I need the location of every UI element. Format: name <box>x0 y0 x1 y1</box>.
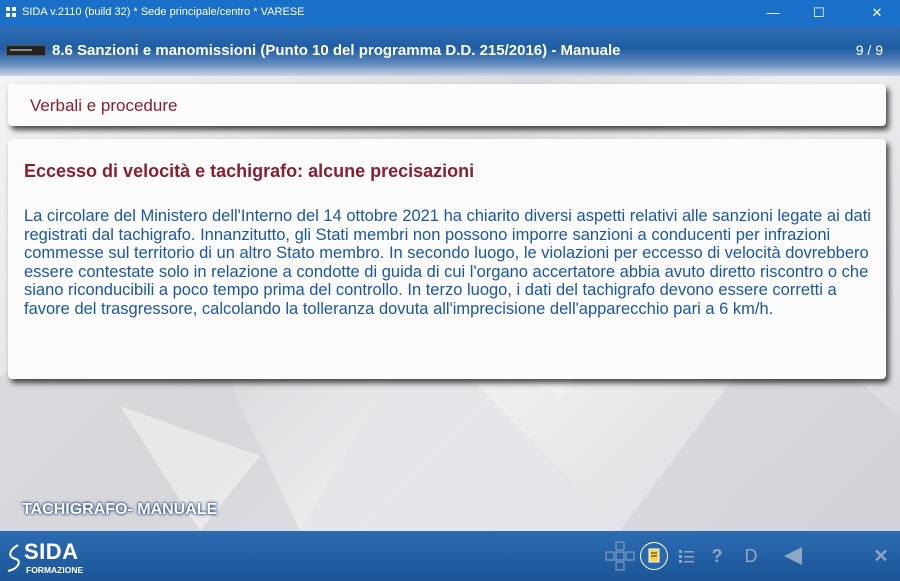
device-icon <box>6 45 46 56</box>
notes-icon <box>641 543 667 569</box>
lesson-header <box>0 26 900 76</box>
sida-logo <box>4 537 94 577</box>
content-card <box>8 139 886 379</box>
minimize-button[interactable]: — <box>766 5 780 20</box>
window-titlebar <box>0 0 900 26</box>
brand-name: SIDA <box>24 539 79 564</box>
maximize-button[interactable]: ☐ <box>813 5 825 20</box>
logo-swirl-icon <box>4 543 24 573</box>
app-icon <box>6 7 16 17</box>
window-close-button[interactable]: ✕ <box>871 5 883 20</box>
content-heading: Eccesso di velocità e tachigrafo: alcune precisazioni <box>24 161 475 181</box>
content-body: La circolare del Ministero dell'Interno del 14 ottobre 2021 ha chiarito diversi aspetti relativi alle sanzioni legate ai dati registrati dal tachigrafo. Innanzitutto, gli Stati membri non possono imporre sanzioni a conducenti per infrazioni commesse sul territorio di un altro Stato membro. In secondo luogo, le violazioni per eccesso di velocità dovrebbero essere contestate solo in relazione a condotte di guida di cui l'organo accertatore abbia avuto diretto riscontro o che siano riconducibili a poco tempo prima del controllo. In terzo luogo, i dati del tachigrafo devono essere corretti a favore del trasgressore, calcolando la tolleranza dovuta all'imprecisione dell'apparecchio pari a 6 km/h. <box>24 207 871 318</box>
list-icon <box>674 543 700 569</box>
close-icon[interactable]: ✕ <box>873 546 889 566</box>
back-arrow-icon <box>780 543 806 569</box>
notes-button[interactable] <box>640 542 668 570</box>
section-title: Verbali e procedure <box>30 96 178 115</box>
window-title: SIDA v.2110 (build 32) * Sede principale/centro * VARESE <box>22 6 305 18</box>
dpad-icon[interactable] <box>605 541 635 571</box>
d-icon[interactable]: D <box>744 546 758 566</box>
course-label: TACHIGRAFO- MANUALE <box>22 501 218 518</box>
brand-subtitle: FORMAZIONE <box>26 565 84 575</box>
footer-bar <box>0 531 900 581</box>
page-counter: 9 / 9 <box>855 42 883 58</box>
help-icon[interactable]: ? <box>711 546 723 566</box>
lesson-title: 8.6 Sanzioni e manomissioni (Punto 10 del programma D.D. 215/2016) - Manuale <box>52 42 621 59</box>
back-button[interactable] <box>780 543 806 569</box>
list-button[interactable] <box>674 543 700 569</box>
section-card <box>8 84 886 126</box>
